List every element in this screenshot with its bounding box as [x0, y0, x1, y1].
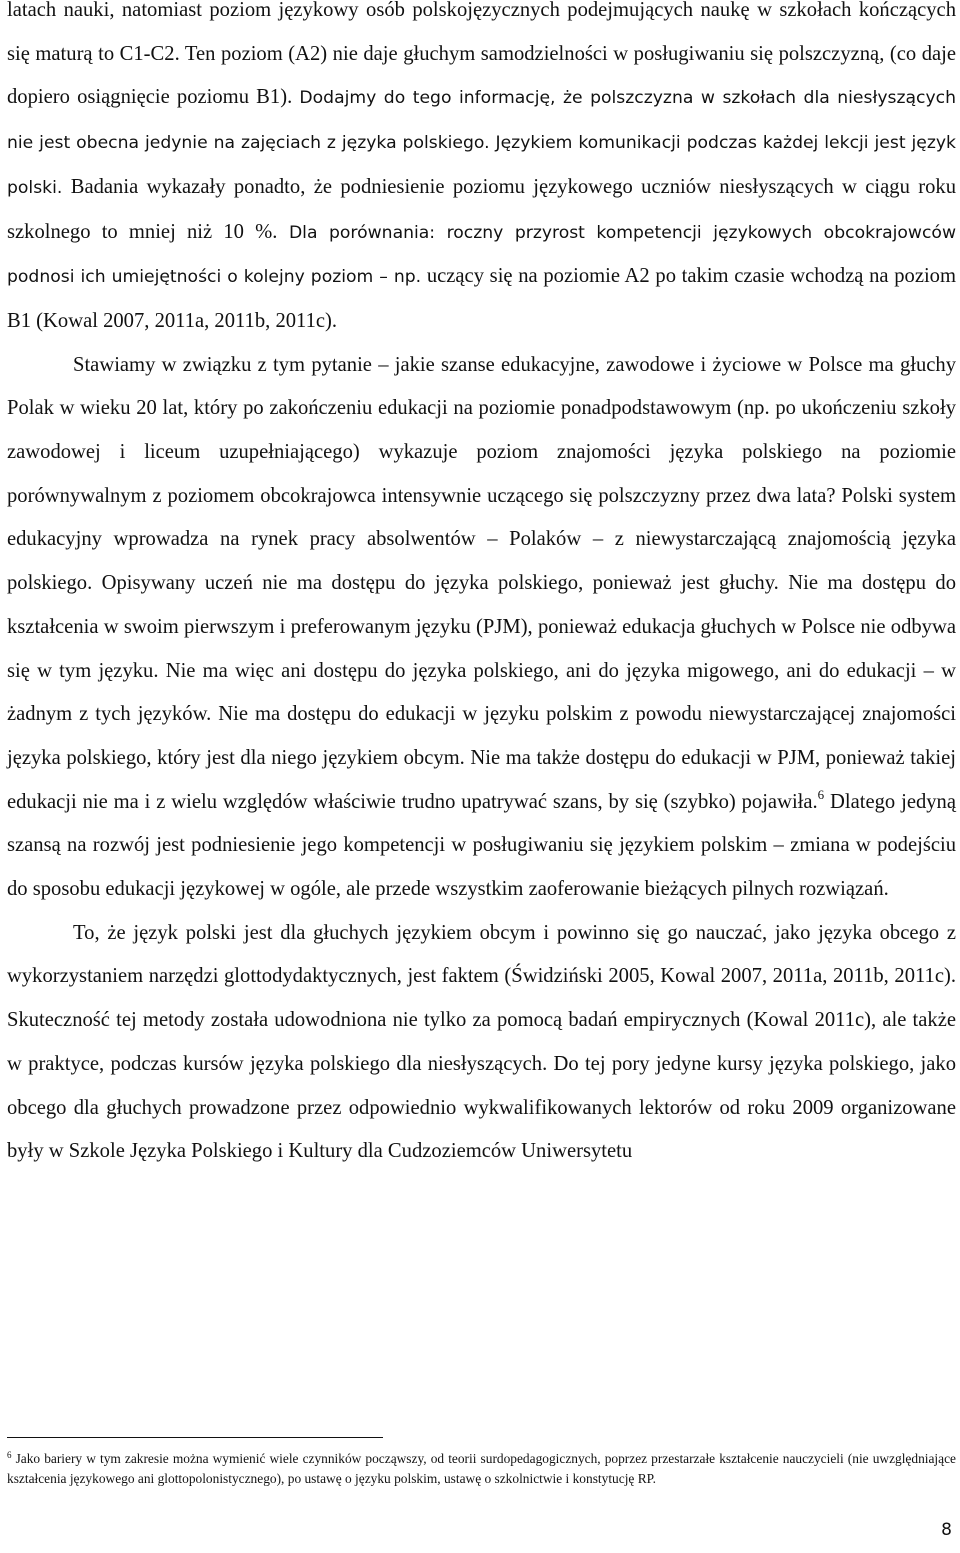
document-page	[7, 0, 957, 1486]
paragraph-2-text-after-ref: Dlatego jedyną szansą na rozwój jest podniesienie jego kompetencji w posługiwaniu się językiem polskim – zmiana w podejściu do sposobu edukacji językowej w ogóle, ale przede wszystkim zaoferowanie bieżących pilnych rozwiązań.	[7, 790, 956, 901]
paragraph-1-part-5: uczący się na poziomie A2 po takim czasie wchodzą na poziom B1 (Kowal 2007, 2011a, 2011b, 2011c).	[7, 265, 956, 332]
footnote-separator	[7, 1437, 383, 1438]
paragraph-1-part-4: Dla porównania: roczny przyrost kompetencji językowych obcokrajowców podnosi ich umiejętności o kolejny poziom – np.	[7, 222, 957, 288]
paragraph-1-part-2: Dodajmy do tego informację, że polszczyzna w szkołach dla niesłyszących nie jest obecna jedynie na zajęciach z języka polskiego. Językiem komunikacji podczas każdej lekcji jest język polski.	[7, 88, 956, 198]
footnote-number: 6	[7, 1450, 12, 1460]
paragraph-1-part-3: Badania wykazały ponadto, że podniesienie poziomu językowego uczniów niesłyszących w ciągu roku szkolnego to mniej niż 10 %.	[7, 175, 956, 243]
body-paragraph-3	[7, 912, 956, 1174]
paragraph-3-text: To, że język polski jest dla głuchych językiem obcym i powinno się go nauczać, jako języka obcego z wykorzystaniem narzędzi glottodydaktycznych, jest faktem (Świdziński 2005, Kowal 2007, 2011a, 2011b, 2011c). Skuteczność tej metody została udowodniona nie tylko za pomocą badań empirycznych (Kowal 2011c), ale także w praktyce, podczas kursów języka polskiego dla niesłyszących. Do tej pory jedyne kursy języka polskiego, jako obcego dla głuchych prowadzone przez odpowiednio wykwalifikowanych lektorów od roku 2009 organizowane były w Szkole Języka Polskiego i Kultury dla Cudzoziemców Uniwersytetu	[7, 921, 956, 1163]
footnote-text: Jako bariery w tym zakresie można wymienić wiele czynników począwszy, od teorii surdopedagogicznych, poprzez przestarzałe kształcenie nauczycieli (nie uwzględniające kształcenia językowego ani glottopolonistycznego), po ustawę o języku polskim, ustawę o szkolnictwie i konstytucję RP.	[7, 1451, 956, 1486]
body-paragraph-1	[7, 0, 956, 344]
footnote	[7, 1449, 956, 1489]
paragraph-1-part-1: latach nauki, natomiast poziom językowy osób polskojęzycznych podejmujących naukę w szkołach kończących się maturą to C1-C2. Ten poziom (A2) nie daje głuchym samodzielności w posługiwaniu się polszczyzną, (co daje dopiero osiągnięcie poziomu B1).	[7, 0, 956, 109]
body-paragraph-2	[7, 344, 956, 912]
paragraph-2-text-before-ref: Stawiamy w związku z tym pytanie – jakie szanse edukacyjne, zawodowe i życiowe w Polsce ma głuchy Polak w wieku 20 lat, który po zakończeniu edukacji na poziomie ponadpodstawowym (np. po ukończeniu szkoły zawodowej i liceum uzupełniającego) wykazuje poziom znajomości języka polskiego na poziomie porównywalnym z poziomem obcokrajowca intensywnie uczącego się polszczyzny przez dwa lata? Polski system edukacyjny wprowadza na rynek pracy absolwentów – Polaków – z niewystarczającą znajomością języka polskiego. Opisywany uczeń nie ma dostępu do języka polskiego, ponieważ jest głuchy. Nie ma dostępu do kształcenia w swoim pierwszym i preferowanym języku (PJM), ponieważ edukacja głuchych w Polsce nie odbywa się w tym języku. Nie ma więc ani dostępu do języka polskiego, ani do języka migowego, ani do edukacji – w żadnym z tych języków. Nie ma dostępu do edukacji w języku polskim z powodu niewystarczającej znajomości języka polskiego, który jest dla niego językiem obcym. Nie ma także dostępu do edukacji w PJM, ponieważ takiej edukacji nie ma i z wielu względów właściwie trudno upatrywać szans, by się (szybko) pojawiła.	[7, 353, 956, 813]
page-number: 8	[941, 1520, 952, 1540]
footnote-reference[interactable]: 6	[817, 786, 825, 802]
